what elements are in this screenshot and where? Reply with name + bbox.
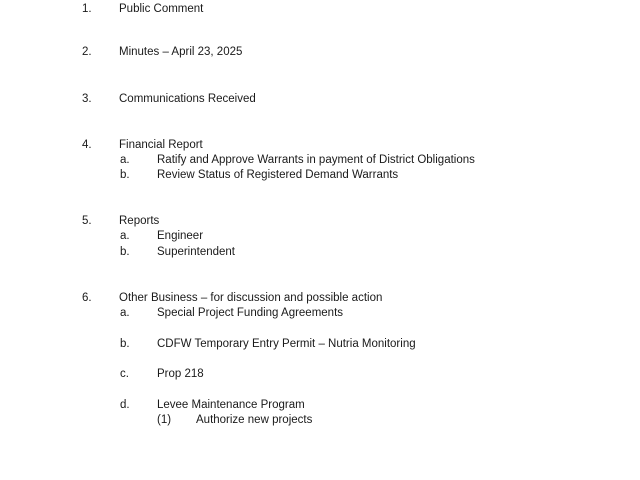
item-6d-text: Levee Maintenance Program — [157, 399, 305, 411]
item-6c-letter: c. — [120, 368, 129, 380]
item-6d1-number: (1) — [157, 414, 172, 426]
item-5b-text: Superintendent — [157, 246, 236, 258]
item-6d1-text: Authorize new projects — [196, 414, 313, 426]
item-5-title: Reports — [119, 215, 160, 227]
item-1-number: 1. — [82, 3, 92, 15]
item-6b-text: CDFW Temporary Entry Permit – Nutria Monitoring — [157, 338, 416, 350]
item-2-title: Minutes – April 23, 2025 — [119, 46, 243, 58]
item-4a-letter: a. — [120, 154, 130, 166]
item-6b-letter: b. — [120, 338, 130, 350]
item-6a-text: Special Project Funding Agreements — [157, 307, 344, 319]
item-5b-letter: b. — [120, 246, 130, 258]
item-5a-text: Engineer — [157, 230, 204, 242]
item-4b-text: Review Status of Registered Demand Warrants — [157, 169, 399, 181]
item-6a-letter: a. — [120, 307, 130, 319]
item-5-number: 5. — [82, 215, 92, 227]
item-5a-letter: a. — [120, 230, 130, 242]
item-1-title: Public Comment — [119, 3, 204, 15]
item-6-title: Other Business – for discussion and possible action — [119, 292, 383, 304]
item-4-title: Financial Report — [119, 139, 203, 151]
item-6d-letter: d. — [120, 399, 130, 411]
item-6-number: 6. — [82, 292, 92, 304]
item-4a-text: Ratify and Approve Warrants in payment of District Obligations — [157, 154, 475, 166]
item-3-title: Communications Received — [119, 93, 256, 105]
item-6c-text: Prop 218 — [157, 368, 204, 380]
item-3-number: 3. — [82, 93, 92, 105]
item-4b-letter: b. — [120, 169, 130, 181]
item-2-number: 2. — [82, 46, 92, 58]
item-4-number: 4. — [82, 139, 92, 151]
